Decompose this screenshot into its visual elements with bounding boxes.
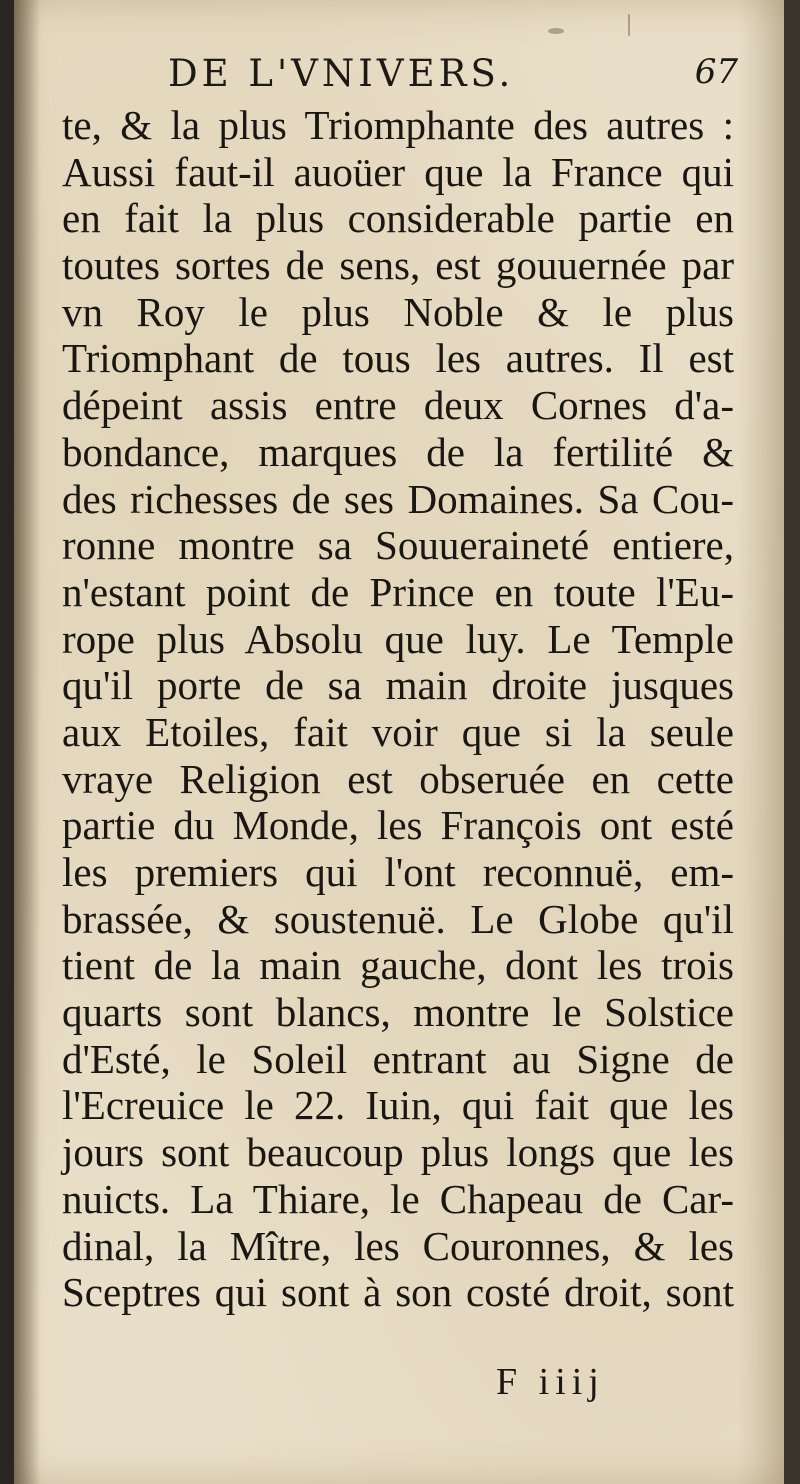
- text-line: quarts sont blancs, montre le Solstice: [62, 989, 734, 1036]
- ink-spot: [628, 14, 630, 36]
- text-line: toutes sortes de sens, est gouuernée par: [62, 242, 734, 289]
- text-line: tient de la main gauche, dont les trois: [62, 942, 734, 989]
- page-edge: [784, 0, 800, 1484]
- text-line: bondance, marques de la fertilité &: [62, 428, 734, 475]
- running-head: DE L'VNIVERS.: [168, 52, 515, 95]
- text-line: brassée, & soustenuë. Le Globe qu'il: [62, 895, 734, 942]
- text-line: n'estant point de Prince en toute l'Eu-: [62, 568, 734, 615]
- text-line: vraye Religion est obseruée en cette: [62, 755, 734, 802]
- body-text: [62, 102, 734, 1316]
- text-line: partie du Monde, les François ont esté: [62, 802, 734, 849]
- text-line: rope plus Absolu que luy. Le Temple: [62, 615, 734, 662]
- text-line: dépeint assis entre deux Cornes d'a-: [62, 382, 734, 429]
- text-line: des richesses de ses Domaines. Sa Cou-: [62, 475, 734, 522]
- text-line: d'Esté, le Soleil entrant au Signe de: [62, 1035, 734, 1082]
- binding-gutter-shadow: [14, 0, 40, 1484]
- text-line: l'Ecreuice le 22. Iuin, qui fait que les: [62, 1082, 734, 1129]
- signature-mark: F iiij: [496, 1361, 605, 1403]
- text-line: jours sont beaucoup plus longs que les: [62, 1129, 734, 1176]
- text-line: aux Etoiles, fait voir que si la seule: [62, 708, 734, 755]
- text-line: en fait la plus considerable partie en: [62, 195, 734, 242]
- text-line: qu'il porte de sa main droite jusques: [62, 662, 734, 709]
- text-line: Aussi faut-il auoüer que la France qui: [62, 148, 734, 195]
- page-header: [168, 52, 748, 96]
- text-line: te, & la plus Triomphante des autres :: [62, 102, 734, 148]
- text-line: Triomphant de tous les autres. Il est: [62, 335, 734, 382]
- page-number: 67: [694, 52, 738, 92]
- text-line: dinal, la Mître, les Couronnes, & les: [62, 1222, 734, 1269]
- text-line: nuicts. La Thiare, le Chapeau de Car-: [62, 1175, 734, 1222]
- text-line: Sceptres qui sont à son costé droit, sont: [62, 1269, 734, 1316]
- text-line: ronne montre sa Souueraineté entiere,: [62, 522, 734, 569]
- text-line: vn Roy le plus Noble & le plus: [62, 288, 734, 335]
- ink-spot: [548, 28, 564, 34]
- text-line: les premiers qui l'ont reconnuë, em-: [62, 849, 734, 895]
